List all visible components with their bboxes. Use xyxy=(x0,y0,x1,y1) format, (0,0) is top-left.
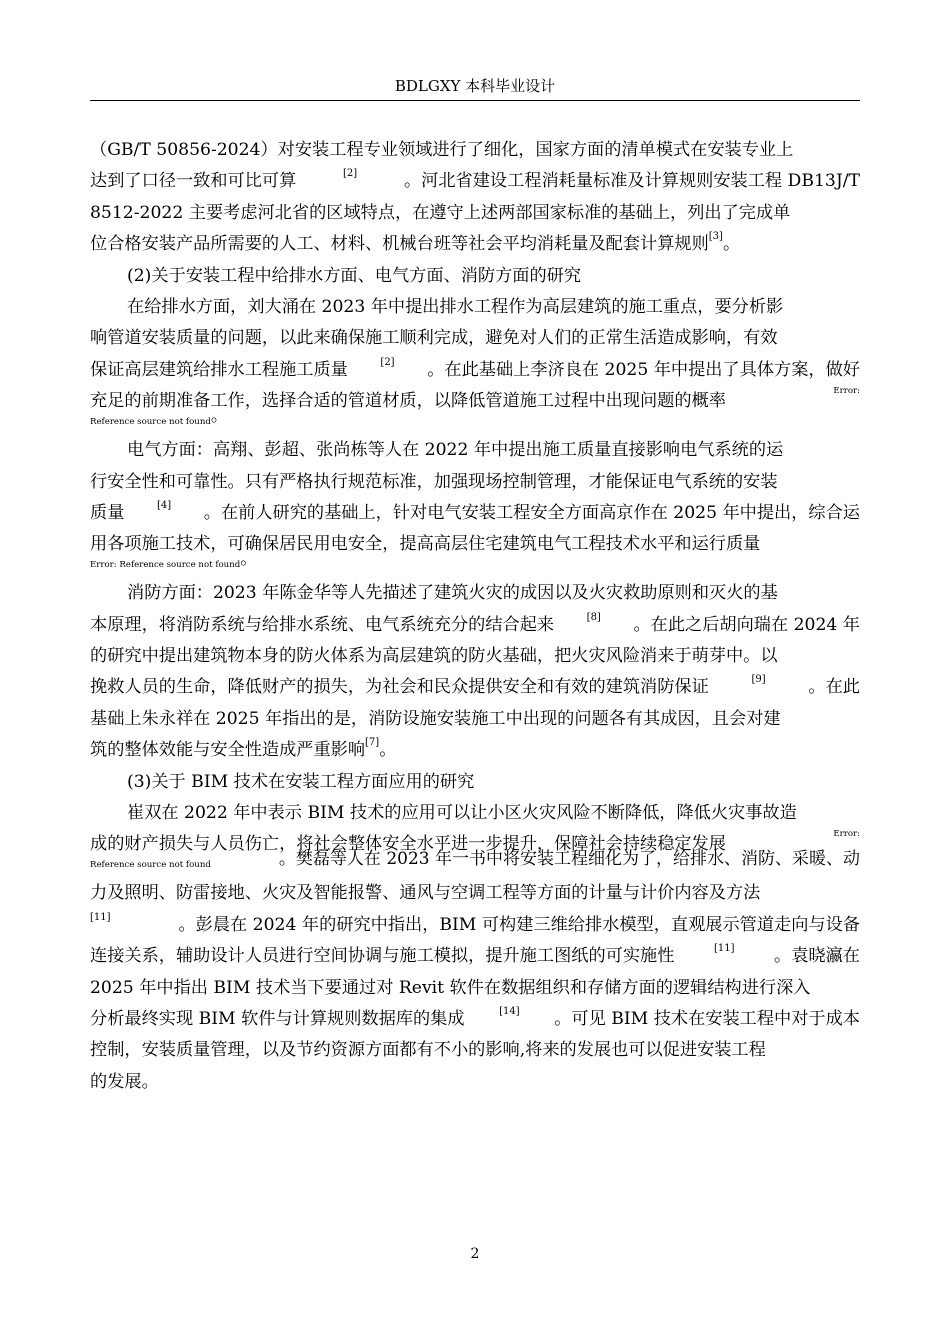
line-text: 。袁晓瀛在 xyxy=(774,946,860,967)
text-line xyxy=(90,202,860,224)
text-line xyxy=(90,139,860,161)
citation-ref: [11] xyxy=(90,911,111,923)
line-text: 。樊磊等人在 2023 年一书中将安装工程细化为了，给排水、消防、采暖、动 xyxy=(278,849,860,870)
text-line xyxy=(90,386,860,412)
line-text: 。在此之后胡向瑞在 2024 年 xyxy=(633,614,860,635)
line-text: 本原理，将消防系统与给排水系统、电气系统充分的结合起来 xyxy=(90,614,555,635)
text-line xyxy=(90,170,860,192)
text-line xyxy=(90,327,860,349)
line-text: 。在此 xyxy=(808,677,860,698)
line-text: 。在此基础上李济良在 2025 年中提出了具体方案，做好 xyxy=(427,359,860,380)
text-line xyxy=(90,356,860,381)
line-text: 。彭晨在 2024 年的研究中指出，BIM 可构建三维给排水模型，直观展示管道走向与设备 xyxy=(178,914,860,935)
line-text: 崔双在 2022 年中表示 BIM 技术的应用可以让小区火灾风险不断降低，降低火灾事故造 xyxy=(127,803,797,824)
line-text: 挽救人员的生命，降低财产的损失，为社会和民众提供安全和有效的建筑消防保证 xyxy=(90,677,709,698)
line-text: 力及照明、防雷接地、火灾及智能报警、通风与空调工程等方面的计量与计价内容及方法 xyxy=(90,883,761,904)
text-line xyxy=(90,611,860,636)
line-text: 8512-2022 主要考虑河北省的区域特点，在遵守上述两部国家标准的基础上，列出了完成单 xyxy=(90,202,791,223)
citation-ref: [7] xyxy=(365,737,380,749)
text-line xyxy=(90,676,860,698)
line-text: 连接关系，辅助设计人员进行空间协调与施工模拟，提升施工图纸的可实施性 xyxy=(90,946,675,967)
text-line xyxy=(90,296,860,318)
text-line xyxy=(90,739,860,761)
section-heading xyxy=(90,771,860,793)
page-header: BDLGXY 本科毕业设计 xyxy=(394,77,556,95)
citation-error: Reference source not found xyxy=(90,417,211,428)
text-line xyxy=(90,945,860,967)
line-text: 的发展。 xyxy=(90,1071,159,1092)
line-text: 消防方面：2023 年陈金华等人先描述了建筑火灾的成因以及火灾救助原则和灭火的基 xyxy=(127,583,778,604)
line-text: 筑的整体效能与安全性造成严重影响 xyxy=(90,740,366,761)
line-text: 。 xyxy=(240,549,258,570)
text-line xyxy=(90,849,860,873)
heading-text: (2)关于安装工程中给排水方面、电气方面、消防方面的研究 xyxy=(127,265,582,286)
line-text: 响管道安装质量的问题，以此来确保施工顺利完成，避免对人们的正常生活造成影响，有效 xyxy=(90,328,778,349)
citation-ref: [2] xyxy=(380,356,395,368)
text-line xyxy=(90,439,860,461)
header-rule xyxy=(90,100,860,101)
body-text xyxy=(90,139,860,1102)
line-text: 达到了口径一致和可比可算 xyxy=(90,171,297,192)
line-text: 用各项施工技术，可确保居民用电安全，提高高层住宅建筑电气工程技术水平和运行质量 xyxy=(90,534,761,555)
text-line xyxy=(90,882,860,904)
text-line xyxy=(90,533,860,555)
text-line xyxy=(90,406,860,430)
text-line xyxy=(90,977,860,999)
line-text: 2025 年中指出 BIM 技术当下要通过对 Revit 软件在数据组织和存储方面的逻辑结构进行深入 xyxy=(90,977,811,998)
citation-error: Error: xyxy=(833,829,860,840)
page-number: 2 xyxy=(470,1246,480,1262)
line-text: 在给排水方面，刘大涌在 2023 年中提出排水工程作为高层建筑的施工重点，要分析影 xyxy=(127,296,784,317)
line-text: 位合格安装产品所需要的人工、材料、机械台班等社会平均消耗量及配套计算规则 xyxy=(90,234,709,255)
line-text: 基础上朱永祥在 2025 年指出的是，消防设施安装施工中出现的问题各有其成因，且会对建 xyxy=(90,708,781,729)
heading-text: (3)关于 BIM 技术在安装工程方面应用的研究 xyxy=(127,771,475,792)
line-text: 保证高层建筑给排水工程施工质量 xyxy=(90,359,348,380)
citation-ref: [14] xyxy=(499,1005,520,1017)
line-text: 。在前人研究的基础上，针对电气安装工程安全方面高京作在 2025 年中提出，综合运 xyxy=(203,502,860,523)
citation-ref: [2] xyxy=(343,168,358,180)
text-line xyxy=(90,802,860,824)
line-text: 。 xyxy=(722,234,741,255)
text-line xyxy=(90,233,860,255)
text-line xyxy=(90,1039,860,1061)
text-line xyxy=(90,499,860,524)
text-line xyxy=(90,911,860,936)
citation-error: Error: xyxy=(833,386,860,397)
citation-ref: [8] xyxy=(586,611,601,623)
line-text: 充足的前期准备工作，选择合适的管道材质，以降低管道施工过程中出现问题的概率 xyxy=(90,391,726,412)
line-text: 控制，安装质量管理，以及节约资源方面都有不小的影响,将来的发展也可以促进安装工程 xyxy=(90,1040,766,1061)
line-text: （GB/T 50856-2024）对安装工程专业领域进行了细化，国家方面的清单模式在安装专业上 xyxy=(90,140,794,160)
text-line xyxy=(90,582,860,604)
citation-ref: [11] xyxy=(713,943,735,955)
line-text: 行安全性和可靠性。只有严格执行规范标准，加强现场控制管理，才能保证电气系统的安装 xyxy=(90,471,778,492)
text-line xyxy=(90,549,860,573)
text-line xyxy=(90,708,860,730)
line-text: 成的财产损失与人员伤亡，将社会整体安全水平进一步提升，保障社会持续稳定发展 xyxy=(90,834,726,855)
citation-error: Reference source not found xyxy=(90,860,211,871)
line-text: 。 xyxy=(379,740,397,761)
line-text: 。可见 BIM 技术在安装工程中对于成本 xyxy=(554,1008,860,1029)
text-line xyxy=(90,1071,860,1093)
citation-ref: [3] xyxy=(708,231,723,243)
line-text: 质量 xyxy=(90,502,125,523)
line-text: 。 xyxy=(210,406,228,427)
text-line xyxy=(90,1005,860,1030)
citation-ref: [9] xyxy=(751,674,766,686)
line-text: 分析最终实现 BIM 软件与计算规则数据库的集成 xyxy=(90,1008,465,1029)
line-text: 电气方面：高翔、彭超、张尚栋等人在 2022 年中提出施工质量直接影响电气系统的运 xyxy=(127,440,784,461)
citation-ref: [4] xyxy=(156,499,172,511)
text-line xyxy=(90,471,860,493)
line-text: 。河北省建设工程消耗量标准及计算规则安装工程 DB13J/T xyxy=(403,171,860,192)
citation-error: Error: Reference source not found xyxy=(90,560,241,571)
text-line xyxy=(90,645,860,667)
section-heading xyxy=(90,265,860,287)
line-text: 的研究中提出建筑物本身的防火体系为高层建筑的防火基础，把火灾风险消来于萌芽中。以 xyxy=(90,646,778,667)
